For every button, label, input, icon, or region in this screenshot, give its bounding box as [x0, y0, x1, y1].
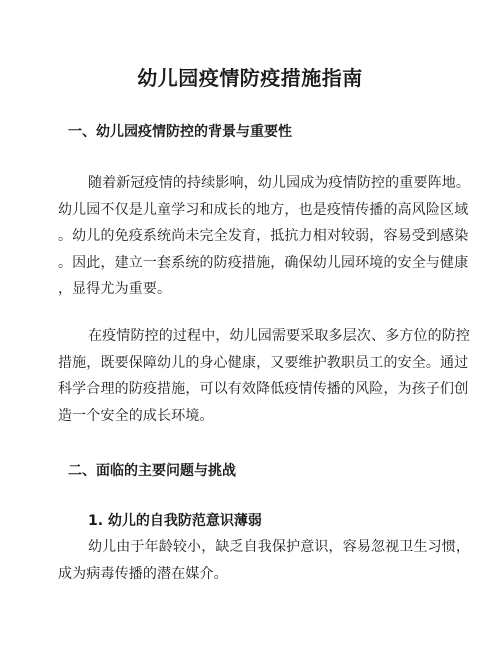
- document-title: 幼儿园疫情防疫措施指南: [137, 66, 363, 90]
- paragraph-line: 幼儿由于年龄较小，缺乏自我保护意识，容易忽视卫生习惯，: [88, 539, 471, 555]
- subsection-heading: 1. 幼儿的自我防范意识薄弱: [88, 513, 262, 529]
- paragraph-awareness: [58, 534, 471, 587]
- section-heading-challenges: 二、面临的主要问题与挑战: [68, 463, 236, 479]
- paragraph-line: 在疫情防控的过程中，幼儿园需要采取多层次、多方位的防控: [88, 328, 471, 344]
- paragraph-line: ，显得尤为重要。: [58, 281, 172, 297]
- paragraph-line: 。幼儿的免疫系统尚未完全发育，抵抗力相对较弱，容易受到感染: [58, 228, 469, 244]
- section-heading-background: 一、幼儿园疫情防控的背景与重要性: [68, 124, 292, 140]
- paragraph-background: [58, 170, 471, 303]
- paragraph-line: 造一个安全的成长环境。: [58, 407, 214, 424]
- paragraph-line: 随着新冠疫情的持续影响，幼儿园成为疫情防控的重要阵地。: [88, 175, 471, 191]
- paragraph-line: 科学合理的防疫措施，可以有效降低疫情传播的风险，为孩子们创: [58, 381, 469, 397]
- paragraph-measures: [58, 323, 471, 429]
- paragraph-line: 幼儿园不仅是儿童学习和成长的地方，也是疫情传播的高风险区域: [58, 201, 469, 218]
- paragraph-line: 措施，既要保障幼儿的身心健康，又要维护教职员工的安全。通过: [58, 354, 469, 371]
- paragraph-line: 。因此，建立一套系统的防疫措施，确保幼儿园环境的安全与健康: [58, 254, 469, 271]
- paragraph-line: 成为病毒传播的潜在媒介。: [58, 565, 228, 582]
